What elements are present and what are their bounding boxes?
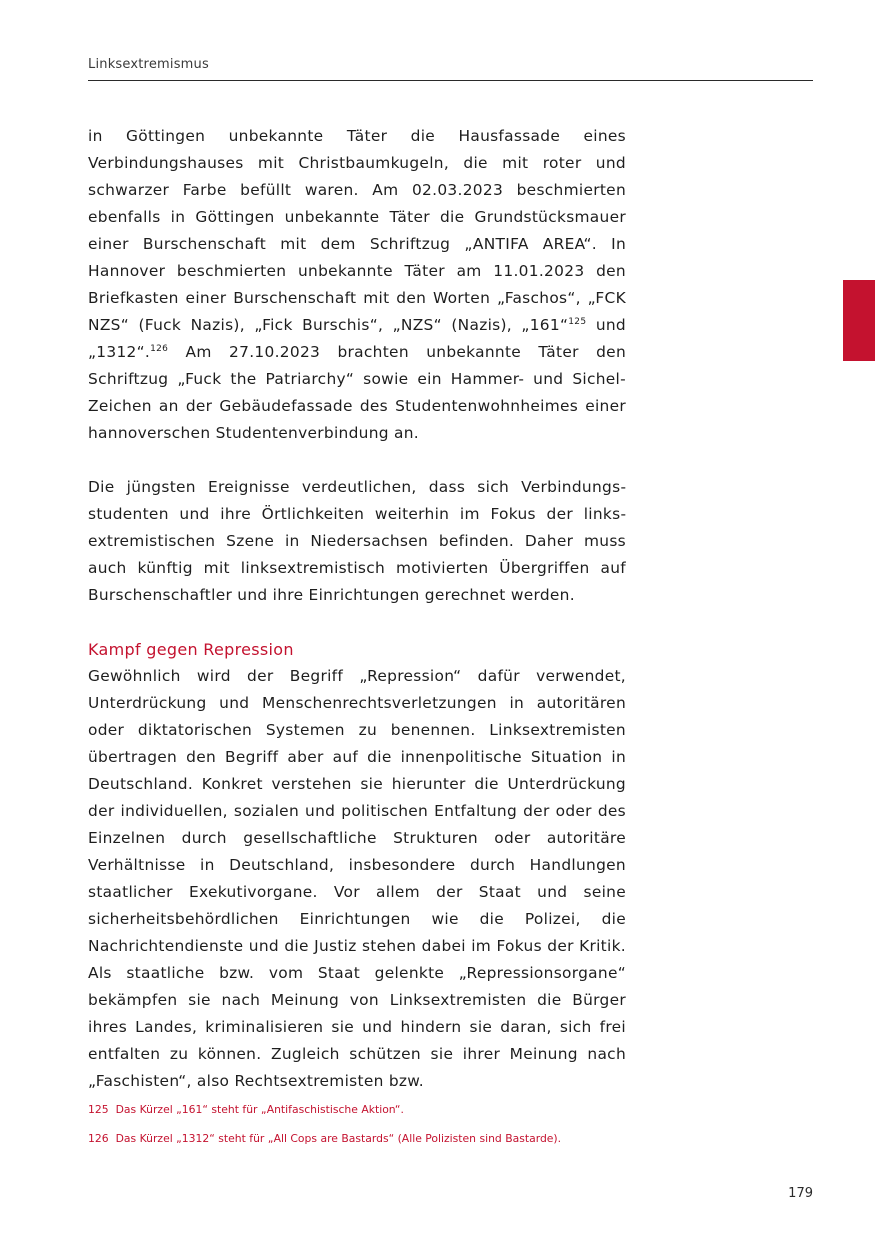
footnote-number: 125 [88,1103,109,1116]
footnote-item [88,1101,708,1130]
section-paragraph: Gewöhnlich wird der Begriff „Repression“ dafür verwendet, Unterdrückung und Menschenrechtsverletzungen in autoritären oder diktatorischen Systemen zu benennen. Linksextremisten übertragen den Begriff aber auf die innenpolitische Situation in Deutschland. Konkret verstehen sie hierunter die Unterdrückung der individuellen, sozialen und politischen Entfaltung der oder des Einzelnen durch gesellschaftliche Strukturen oder autoritäre Verhältnisse in Deutschland, insbesondere durch Handlungen staatlicher Exekutivorgane. Vor allem der Staat und seine sicherheitsbehördlichen Einrichtungen wie die Polizei, die Nachrichtendienste und die Justiz stehen dabei im Fokus der Kritik. Als staatliche bzw. vom Staat gelenkte „Repressionsorgane“ bekämpfen sie nach Meinung von Linksextremisten die Bürger ihres Landes, kriminalisieren sie und hindern sie daran, sich frei entfalten zu können. Zugleich schützen sie ihrer Meinung nach „Faschisten“, also Rechtsextremisten bzw. [88,667,626,1090]
footnote-ref-126[interactable]: 126 [150,344,169,354]
footnote-text: Das Kürzel „1312“ steht für „All Cops are Bastards“ (Alle Polizisten sind Bastarde). [115,1132,562,1145]
section-heading: Kampf gegen Repression [88,640,294,659]
header-title: Linksextremismus [88,57,209,72]
footnotes [88,1101,708,1159]
body-text [88,123,626,1095]
paragraph-1 [88,123,626,447]
running-header [88,56,813,81]
paragraph-2: Die jüngsten Ereignisse verdeutlichen, dass sich Verbindungsstudenten und ihre Örtlichkeiten weiterhin im Fokus der linksextremistischen Szene in Niedersachsen befinden. Daher muss auch künftig mit linksextremistisch motivierten Übergriffen auf Burschenschaftler und ihre Einrichtungen gerechnet werden. [88,478,626,604]
footnote-item [88,1130,708,1159]
footnote-ref-125[interactable]: 125 [568,317,587,327]
footnote-text: Das Kürzel „161“ steht für „Antifaschistische Aktion“. [115,1103,404,1116]
chapter-thumb-tab [843,280,875,361]
paragraph-1-text-b: und „1312“. [88,316,627,361]
footnote-number: 126 [88,1132,109,1145]
paragraph-1-text-a: in Göttingen unbekannte Täter die Hausfassade eines Verbindungshauses mit Christbaumkugeln, die mit roter und schwarzer Farbe befüllt waren. Am 02.03.2023 beschmierten ebenfalls in Göttingen unbekannte Täter die Grundstücksmauer einer Burschenschaft mit dem Schriftzug „ANTIFA AREA“. In Hannover beschmierten unbekannte Täter am 11.01.2023 den Briefkasten einer Burschenschaft mit den Worten „Faschos“, „FCK NZS“ (Fuck Nazis), „Fick Burschis“, „NZS“ (Nazis), „161“ [88,127,626,334]
paragraph-1-text-c: Am 27.10.2023 brachten unbekannte Täter den Schriftzug „Fuck the Patriarchy“ sowie ein Hammer- und Sichel-Zeichen an der Gebäudefassade des Studentenwohnheimes einer hannoverschen Studentenverbindung an. [88,343,626,442]
page-number: 179 [788,1186,813,1201]
